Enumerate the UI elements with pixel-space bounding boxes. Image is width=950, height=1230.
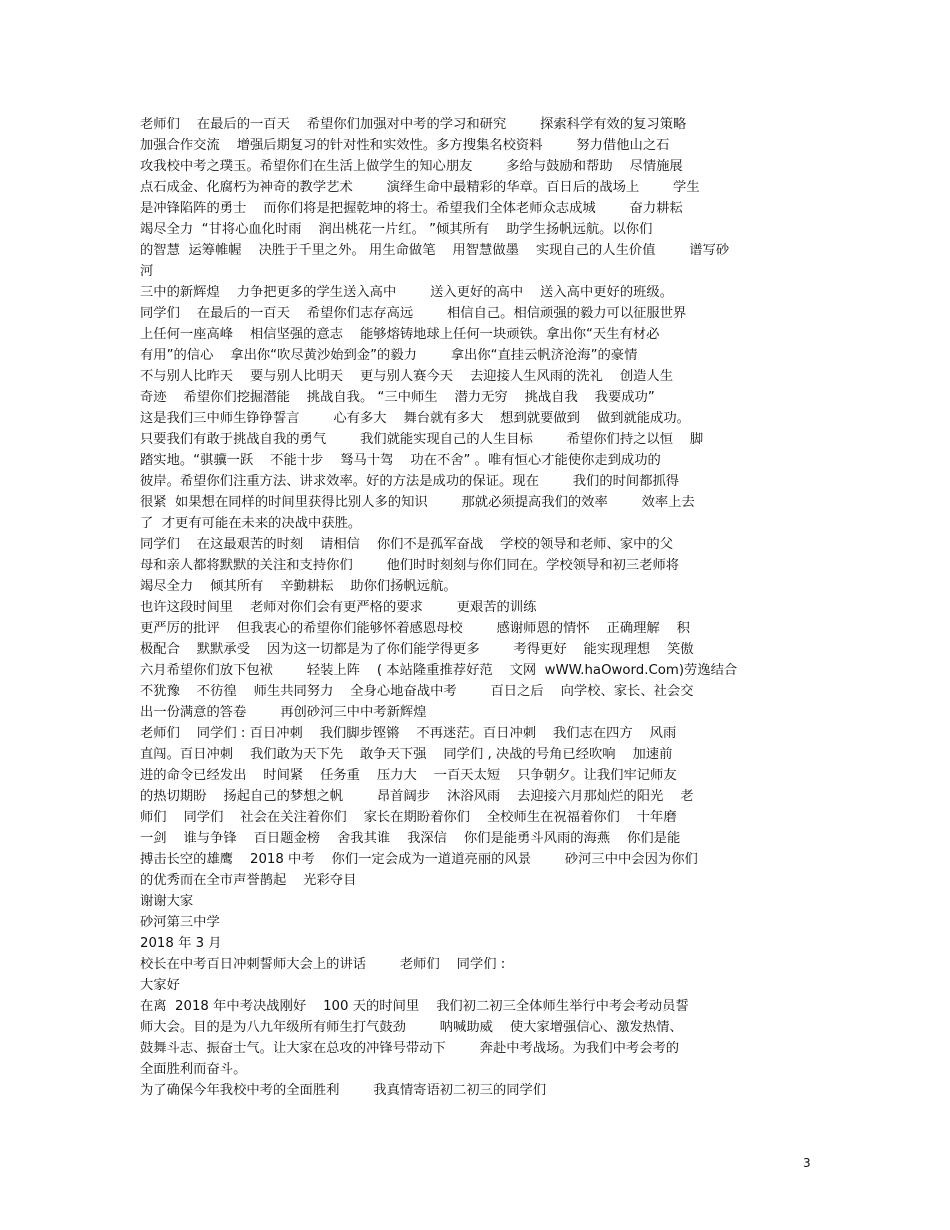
text-line: 很紧 如果想在同样的时间里获得比别人多的知识 那就必须提高我们的效率 效率上去 [140, 495, 695, 510]
text-line: 鼓舞斗志、振奋士气。让大家在总攻的冲锋号带动下 奔赴中考战场。为我们中考会考的 [140, 1041, 680, 1056]
text-line: 奇迹 希望你们挖掘潜能 挑战自我。 “三中师生 潜力无穷 挑战自我 我要成功” [140, 390, 655, 405]
text-line: 同学们 在这最艰苦的时刻 请相信 你们不是孤军奋战 学校的领导和老师、家中的父 [140, 537, 674, 552]
page-number: 3 [803, 1156, 811, 1170]
text-line: 的热切期盼 扬起自己的梦想之帆 昂首阔步 沐浴风雨 去迎接六月那灿烂的阳光 老 [140, 789, 694, 804]
text-line: 河 [140, 264, 154, 279]
text-line: 极配合 默默承受 因为这一切都是为了你们能学得更多 考得更好 能实现理想 笑傲 [140, 642, 694, 657]
text-line: 进的命令已经发出 时间紧 任务重 压力大 一百天太短 只争朝夕。让我们牢记师友 [140, 768, 677, 783]
text-line: 校长在中考百日冲刺誓师大会上的讲话 老师们 同学们 : [140, 957, 506, 972]
text-line: 出一份满意的答卷 再创砂河三中中考新辉煌 [140, 705, 427, 720]
body-text [140, 114, 820, 1101]
text-line: 老师们 同学们 : 百日冲刺 我们脚步铿锵 不再迷茫。百日冲刺 我们志在四方 风雨 [140, 726, 677, 741]
text-line: 的智慧 运筹帷幄 决胜于千里之外。 用生命做笔 用智慧做墨 实现自己的人生价值 谱写砂 [140, 243, 730, 258]
text-line: 点石成金、化腐朽为神奇的教学艺术 演绎生命中最精彩的华章。百日后的战场上 学生 [140, 180, 700, 195]
text-line: 老师们 在最后的一百天 希望你们加强对中考的学习和研究 探索科学有效的复习策略 [140, 117, 687, 132]
text-line: 同学们 在最后的一百天 希望你们志存高远 相信自己。相信顽强的毅力可以征服世界 [140, 306, 687, 321]
text-line: 这是我们三中师生铮铮誓言 心有多大 舞台就有多大 想到就要做到 做到就能成功。 [140, 411, 690, 426]
text-line: 一剑 谁与争锋 百日题金榜 舍我其谁 我深信 你们是能勇斗风雨的海燕 你们是能 [140, 831, 681, 846]
text-line: 母和亲人都将默默的关注和支持你们 他们时时刻刻与你们同在。学校领导和初三老师将 [140, 558, 680, 573]
text-line: 砂河第三中学 [140, 915, 220, 930]
text-line: 师大会。目的是为八九年级所有师生打气鼓劲 呐喊助威 使大家增强信心、激发热情、 [140, 1020, 683, 1035]
text-line: 彼岸。希望你们注重方法、讲求效率。好的方法是成功的保证。现在 我们的时间都抓得 [140, 474, 680, 489]
text-line: 不犹豫 不彷徨 师生共同努力 全身心地奋战中考 百日之后 向学校、家长、社会交 [140, 684, 694, 699]
text-line: 只要我们有敢于挑战自我的勇气 我们就能实现自己的人生目标 希望你们持之以恒 脚 [140, 432, 704, 447]
text-line: 大家好 [140, 978, 180, 993]
text-line: 直闯。百日冲刺 我们敢为天下先 敢争天下强 同学们 , 决战的号角已经吹响 加速前 [140, 747, 673, 762]
text-line: 为了确保今年我校中考的全面胜利 我真情寄语初二初三的同学们 [140, 1083, 547, 1098]
text-line: 踏实地。“骐骥一跃 不能十步 驽马十驾 功在不舍” 。唯有恒心才能使你走到成功的 [140, 453, 661, 468]
text-line: 谢谢大家 [140, 894, 194, 909]
text-line: 也许这段时间里 老师对你们会有更严格的要求 更艰苦的训练 [140, 600, 537, 615]
text-line: 攻我校中考之璞玉。希望你们在生活上做学生的知心朋友 多给与鼓励和帮助 尽情施展 [140, 159, 683, 174]
text-line: 不与别人比昨天 要与别人比明天 更与别人赛今天 去迎接人生风雨的洗礼 创造人生 [140, 369, 674, 384]
text-line: 更严厉的批评 但我衷心的希望你们能够怀着感恩母校 感谢师恩的情怀 正确理解 积 [140, 621, 690, 636]
text-line: 竭尽全力 倾其所有 辛勤耕耘 助你们扬帆远航。 [140, 579, 457, 594]
text-line: 的优秀而在全市声誉鹊起 光彩夺目 [140, 873, 357, 888]
text-line: 竭尽全力 “甘将心血化时雨 润出桃花一片红。 ”倾其所有 助学生扬帆远航。以你们 [140, 222, 653, 237]
text-line: 搏击长空的雄鹰 2018 中考 你们一定会成为一道道亮丽的风景 砂河三中中会因为你们 [140, 852, 698, 867]
text-line: 三中的新辉煌 力争把更多的学生送入高中 送入更好的高中 送入高中更好的班级。 [140, 285, 674, 300]
text-line: 在离 2018 年中考决战刚好 100 天的时间里 我们初二初三全体师生举行中考会考动员誓 [140, 999, 689, 1014]
text-line: 加强合作交流 增强后期复习的针对性和实效性。多方搜集名校资料 努力借他山之石 [140, 138, 670, 153]
text-line: 了 才更有可能在未来的决战中获胜。 [140, 516, 362, 531]
text-line: 全面胜利而奋斗。 [140, 1062, 247, 1077]
text-line: 六月希望你们放下包袱 轻装上阵 ( 本站隆重推荐好范 文网 wWW.haOword.Com)劳逸结合 [140, 663, 738, 678]
text-line: 师们 同学们 社会在关注着你们 家长在期盼着你们 全校师生在祝福着你们 十年磨 [140, 810, 677, 825]
text-line: 是冲锋陷阵的勇士 而你们将是把握乾坤的将士。希望我们全体老师众志成城 奋力耕耘 [140, 201, 683, 216]
text-line: 2018 年 3 月 [140, 936, 222, 951]
text-line: 有用”的信心 拿出你“吹尽黄沙始到金”的毅力 拿出你“直挂云帆济沧海”的豪情 [140, 348, 638, 363]
text-line: 上任何一座高峰 相信坚强的意志 能够熔铸地球上任何一块顽铁。拿出你“天生有材必 [140, 327, 660, 342]
